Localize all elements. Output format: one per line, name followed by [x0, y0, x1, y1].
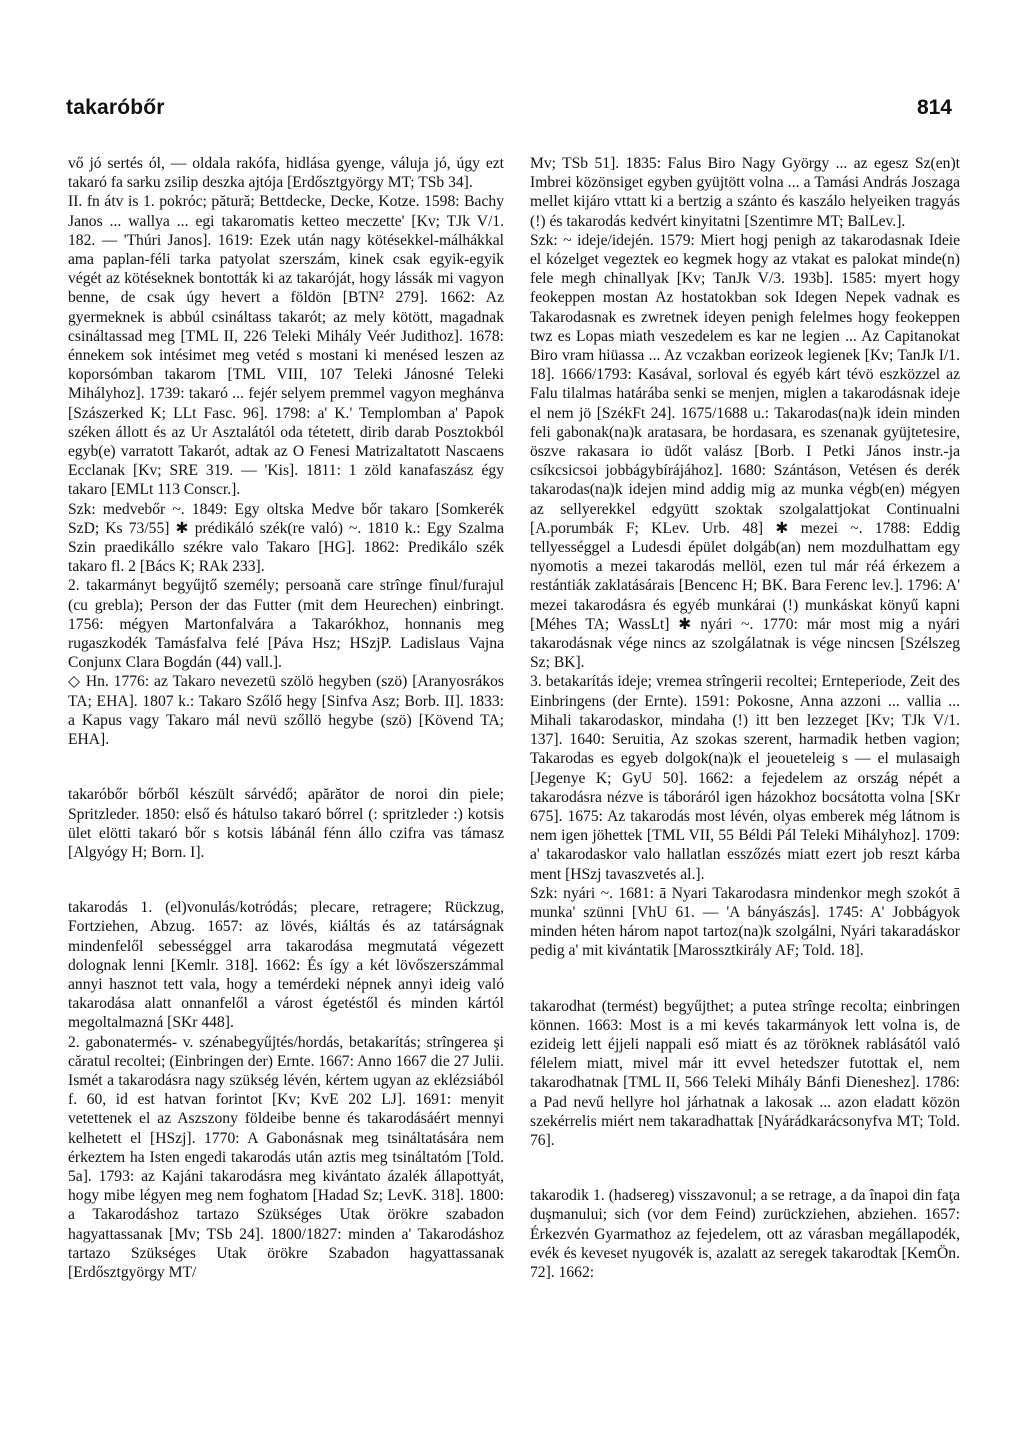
left-column: [68, 154, 504, 1282]
entry-paragraph: vő jó sertés ól, — oldala rakófa, hidlása gyenge, váluja jó, úgy ezt takaró fa sarku zsilip deszka ajtója [Erdősztgyörgy MT; TSb 34].: [68, 155, 504, 192]
entry-paragraph: ◇ Hn. 1776: az Takaro nevezetü szölö hegyben (szö) [Aranyosrákos TA; EHA]. 1807 k.: Takaro Szőlő hegy [Sinfva Asz; Borb. II]. 1833: a Kapus vagy Takaro mál nevü szőllö hegybe (szö) [Kövend TA; EHA].: [68, 673, 504, 749]
entry-takarodhat: takarodhat (termést) begyűjthet; a putea strînge recolta; einbringen können. 1663: Most is a mi kevés takarmányok lett volna is, de ezideig lett éjjeli nappali eső miatt és az töröknek rablásától való félelem miatt, mivel már itt evvel hetedszer futottak el, nem takarodhatnak [TML II, 566 Teleki Mihály Bánfi Dieneshez]. 1786: a Pad nevű hellyre hol járhatnak a lakosak ... azon eladatt közön szekérrelis miért nem takaradhattak [Nyárádkarácsonyfva MT; Told. 76].: [530, 997, 960, 1149]
page-number: 814: [916, 96, 952, 119]
entry-paragraph: 2. gabonatermés- v. szénabegyűjtés/hordás, betakarítás; strîngerea şi căratul recoltei; (Einbringen der) Ernte. 1667: Anno 1667 die 27 Julii. Ismét a takarodásra nagy szükség lévén, kértem ugyan az eklézsiából f. 60, id est hatvan forintot [Kv; KvE 202 LJ]. 1691: menyit vetettenek el az Aszszony földeibe benne és takarodásáért mennyi kelhetett el [HSzj]. 1770: A Gabonásnak meg tsináltatására nem érkeztem ha Isten engedi takarodás után aztis meg tsináltatóm [Told. 5a]. 1793: az Kajáni takarodásra meg kivántato ázalék állapottyát, hogy mibe légyen meg nem foghatom [Hadad Sz; LevK. 318]. 1800: a Takarodáshoz tartazo Szükséges Utak örökre szabadon hagyattassanak [Mv; TSb 24]. 1800/1827: minden a' Takarodáshoz tartazo Szükséges Utak örökre Szabadon hagyattassanak [Erdősztgyörgy MT/: [68, 1033, 504, 1281]
running-head-word: takaróbőr: [66, 96, 165, 119]
right-column: [530, 154, 960, 1282]
entry-paragraph: Szk: medvebőr ~. 1849: Egy oltska Medve bőr takaro [Somkerék SzD; Ks 73/55] ✱ prédikáló szék(re való) ~. 1810 k.: Egy Szalma Szin praedikállo székre valo Takaro [HG]. 1862: Predikálo szék takaro fl. 2 [Bács K; RAk 233].: [68, 500, 504, 576]
entry-paragraph: 3. betakarítás ideje; vremea strîngerii recoltei; Ernteperiode, Zeit des Einbringens (der Ernte). 1591: Pokosne, Anna azzoni ... vallia ... Mihali takarodaskor, mindaha (!) itt ben lezzeget [Kv; TJk V/1. 137]. 1640: Seruitia, Az szokas szerent, harmadik hetben vagion; Takarodas es egyeb dolgok(na)k el jeoueteleig s — el mulasaigh [Jegenye K; GyU 50]. 1662: a fejedelem az ország népét a takarodásra nézve is táboráról igen házokhoz bocsátotta volna [SKr 675]. 1675: Az takarodás most lévén, olyas emberek még látnom is nem igen jöhettek [TML VII, 55 Béldi Pál Teleki Mihályhoz]. 1709: a' takarodaskor valo hallatlan esszőzés miatt ezert job reszt kárba ment [HSzj tavaszvetés al.].: [530, 673, 960, 883]
entry-paragraph: Szk: nyári ~. 1681: ā Nyari Takarodasra mindenkor megh szokót ā munka' szünni [VhU 61. — 'A bányászás]. 1745: A' Jobbágyok minden héten három napot tartoz(na)k szolgálni, Nyári takaradáskor pedig a' mit kivántatik [Marossztkirály AF; Told. 18].: [530, 884, 960, 960]
entry-paragraph: II. fn átv is 1. pokróc; pătură; Bettdecke, Decke, Kotze. 1598: Bachy Janos ... wallya ... egi takaromatis ketteo meczette' [Kv; TJk V/1. 182. — 'Thúri Janos]. 1619: Ezek után nagy kötésekkel-málhákkal ama paplan-féli tarka patyolat szerszám, kinek csak egyik-egyik végét az kötéseknek bontották ki az takaróját, hogy lássák mi vagyon benne, de csak úgy hevert a földön [BTN² 279]. 1662: Az gyermeknek is abbúl csináltass takarót; az mely kötött, magadnak csináltassad meg [TML II, 226 Teleki Mihály Veér Judithoz]. 1678: énnekem sok intésimet meg vetéd s mostani ki menésed leszen az koporsómban takarom [TML VIII, 107 Teleki Jánosné Teleki Mihályhoz]. 1739: takaró ... fejér selyem premmel vagyon meghánva [Szászerked K; LLt Fasc. 96]. 1798: a' K.' Templomban a' Papok széken állott és az Ur Asztalától oda tétetett, dirib darab Posztokból egyb(e) varratott Takarót, adtak az O Fenesi Matrizaltatott Nascaens Ecclanak [Kv; SRE 319. — 'Kis]. 1811: 1 zöld kanafaszász égy takaro [EMLt 113 Conscr.].: [68, 193, 504, 499]
entry-paragraph: Szk: ~ ideje/idején. 1579: Miert hogj penigh az takarodasnak Ideie el kózelget vegeztek eo kegmek hogy az vtakat es palokat minde(n) fele megh chinallyak [Kv; TanJk V/3. 193b]. 1585: myert hogy feokeppen mostan Az hostatokban sok Idegen Nepek vadnak es Takarodasnak es zwretnek ideyen penigh felelmes hogy feokeppen twz es Lopas miath veszedelem es kar ne legien ... Az Capitanokat Biro vram hiüassa ... Az vczakban eorizeok legienek [Kv; TanJk I/1. 18]. 1666/1793: Kasával, sorloval és egyéb kárt tévö eszközzel az Falu tilalmas határába senki se menjen, miglen a takarodásnak ideje el nem jö [SzékFt 24]. 1675/1688 u.: Takarodas(na)k idein minden feli gabonak(na)k aratasara, be hordasara, es szenanak gyüjtetesire, öszve rakasara io üdőt valász [Borb. I Petki János instr.-ja csíkcsicsoi jobbágybírájához]. 1680: Szántáson, Vetésen és derék takarodas(na)k idejen mind addig mig az munka végb(en) mégyen az sellyerekkel edgyütt szoktak szolgalattjokat Continualni [A.porumbák F; KLev. Urb. 48] ✱ mezei ~. 1788: Eddig tellyességgel a Ludesdi épület dolgáb(an) nem mozdulhattam egy nyomotis a mezei takarodás mellöl, ezen tul már réá érkezem a restántiák zaklatásárais [Bencenc H; BK. Bara Ferenc lev.]. 1796: A' mezei takarodásra és egyéb munkárai (!) munkáskat könyű kapni [Méhes TA; WassLt] ✱ nyári ~. 1770: már most mig a nyári takarodásnak vége nincs az szolgálatnak is vége nincsen [Szélszeg Sz; BK].: [530, 231, 960, 672]
entry-takarobor: takaróbőr bőrből készült sárvédő; apărător de noroi din piele; Spritzleder. 1850: első és hátulso takaró bőrrel (: spritzleder :) kotsis ület elötti takaró bőr s kotsis lábánál fénn állo czifra vas támasz [Algyógy H; Born. I].: [68, 786, 504, 861]
entry-paragraph: 2. takarmányt begyűjtő személy; persoană care strînge fînul/furajul (cu grebla); Person der das Futter (mit dem Heurechen) einbringt. 1756: mégyen Martonfalvára a Takarókhoz, honnanis meg rugaszkodék Tamásfalva felé [Páva Hsz; HSzjP. Ladislaus Vajna Conjunx Clara Bogdán (44) vall.].: [68, 577, 504, 672]
page-header: [66, 96, 952, 130]
entry-takarodik: takarodik 1. (hadsereg) visszavonul; a se retrage, a da înapoi din faţa duşmanului; sich (vor dem Feind) zurückziehen, abziehen. 1657: Érkezvén Gyarmathoz az fejedelem, ott az várasban megállapodék, evék és keveset nyugovék is, azalatt az seregek takarodtak [KemÖn. 72]. 1662:: [530, 1187, 960, 1281]
entry-takarodas: takarodás 1. (el)vonulás/kotródás; plecare, retragere; Rückzug, Fortziehen, Abzug. 1657: az lövés, kiáltás és az tatárságnak mindenfelől sebességgel arra takarodása megmutatá végezett dolognak lenni [Kemlr. 318]. 1662: És így a két lövőszerszámmal annyi hasznot tett vala, hogy a temérdeki népnek annyi ideig való takarodása alatt onnanfelől a várost égetéstől és minden kártól megoltalmazná [SKr 448].: [68, 899, 504, 1032]
entry-paragraph: Mv; TSb 51]. 1835: Falus Biro Nagy György ... az egesz Sz(en)t Imbrei közönsiget egyben gyüjtött volna ... a Tamási András Joszaga mellet kijáro vttatt ki a bertzig a szánto és kaszálo helyeiken tragyás (!) és takarodás kedvért kinyitatni [Szentimre MT; BalLev.].: [530, 155, 960, 230]
